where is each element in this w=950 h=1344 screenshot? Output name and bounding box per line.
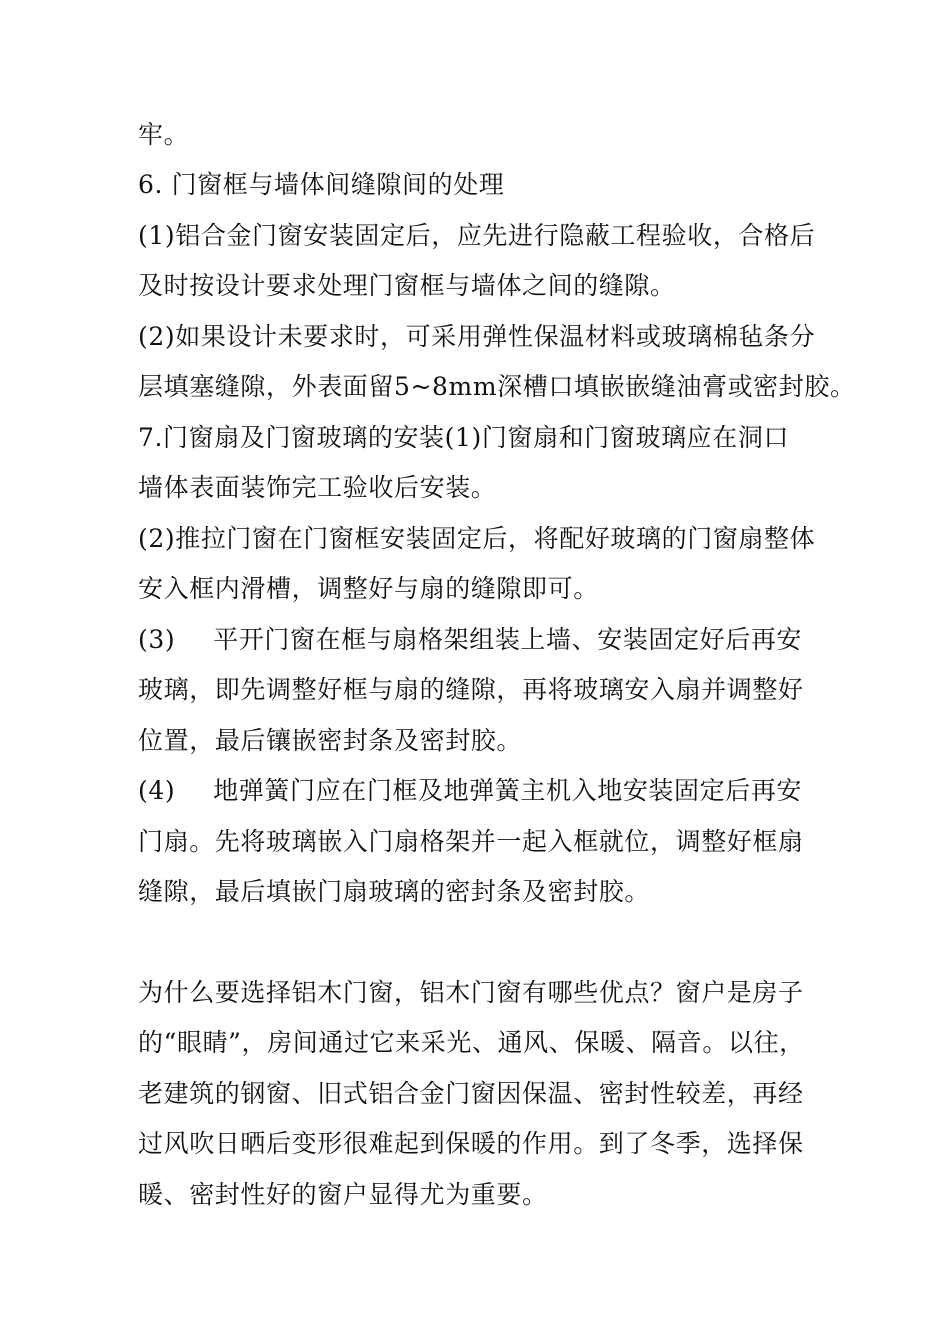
text-line: 玻璃，即先调整好框与扇的缝隙，再将玻璃安入扇并调整好 <box>138 675 804 704</box>
text-line: 过风吹日晒后变形很难起到保暖的作用。到了冬季，选择保 <box>138 1129 804 1158</box>
list-marker: (4) <box>138 776 176 805</box>
text-line: 墙体表面装饰完工验收后安装。 <box>138 473 497 502</box>
text-line: (1)铝合金门窗安装固定后，应先进行隐蔽工程验收，合格后 <box>138 221 816 250</box>
text-line: 暖、密封性好的窗户显得尤为重要。 <box>138 1180 548 1209</box>
text-line: 的“眼睛”，房间通过它来采光、通风、保暖、隔音。以往， <box>138 1028 805 1057</box>
list-item-4 <box>138 774 802 808</box>
text-line: (2)推拉门窗在门窗框安装固定后，将配好玻璃的门窗扇整体 <box>138 524 816 553</box>
list-marker: (3) <box>138 625 176 654</box>
list-item-3 <box>138 623 802 657</box>
text-line: 为什么要选择铝木门窗，铝木门窗有哪些优点？窗户是房子 <box>138 978 804 1007</box>
section-heading-6: 6. 门窗框与墙体间缝隙间的处理 <box>138 170 505 199</box>
text-line: 门扇。先将玻璃嵌入门扇格架并一起入框就位，调整好框扇 <box>138 827 804 856</box>
text-line: 位置，最后镶嵌密封条及密封胶。 <box>138 726 523 755</box>
text-line: 及时按设计要求处理门窗框与墙体之间的缝隙。 <box>138 271 676 300</box>
list-text: 地弹簧门应在门框及地弹簧主机入地安装固定后再安 <box>213 776 803 805</box>
text-line: (2)如果设计未要求时，可采用弹性保温材料或玻璃棉毡条分 <box>138 322 816 351</box>
section-heading-7: 7.门窗扇及门窗玻璃的安装(1)门窗扇和门窗玻璃应在洞口 <box>138 423 790 452</box>
text-line: 缝隙，最后填嵌门扇玻璃的密封条及密封胶。 <box>138 877 651 906</box>
text-line: 牢。 <box>138 120 190 149</box>
text-line: 层填塞缝隙，外表面留5~8mm深槽口填嵌嵌缝油膏或密封胶。 <box>138 372 856 401</box>
text-line: 安入框内滑槽，调整好与扇的缝隙即可。 <box>138 574 599 603</box>
list-text: 平开门窗在框与扇格架组装上墙、安装固定好后再安 <box>213 625 803 654</box>
text-line: 老建筑的钢窗、旧式铝合金门窗因保温、密封性较差，再经 <box>138 1079 804 1108</box>
